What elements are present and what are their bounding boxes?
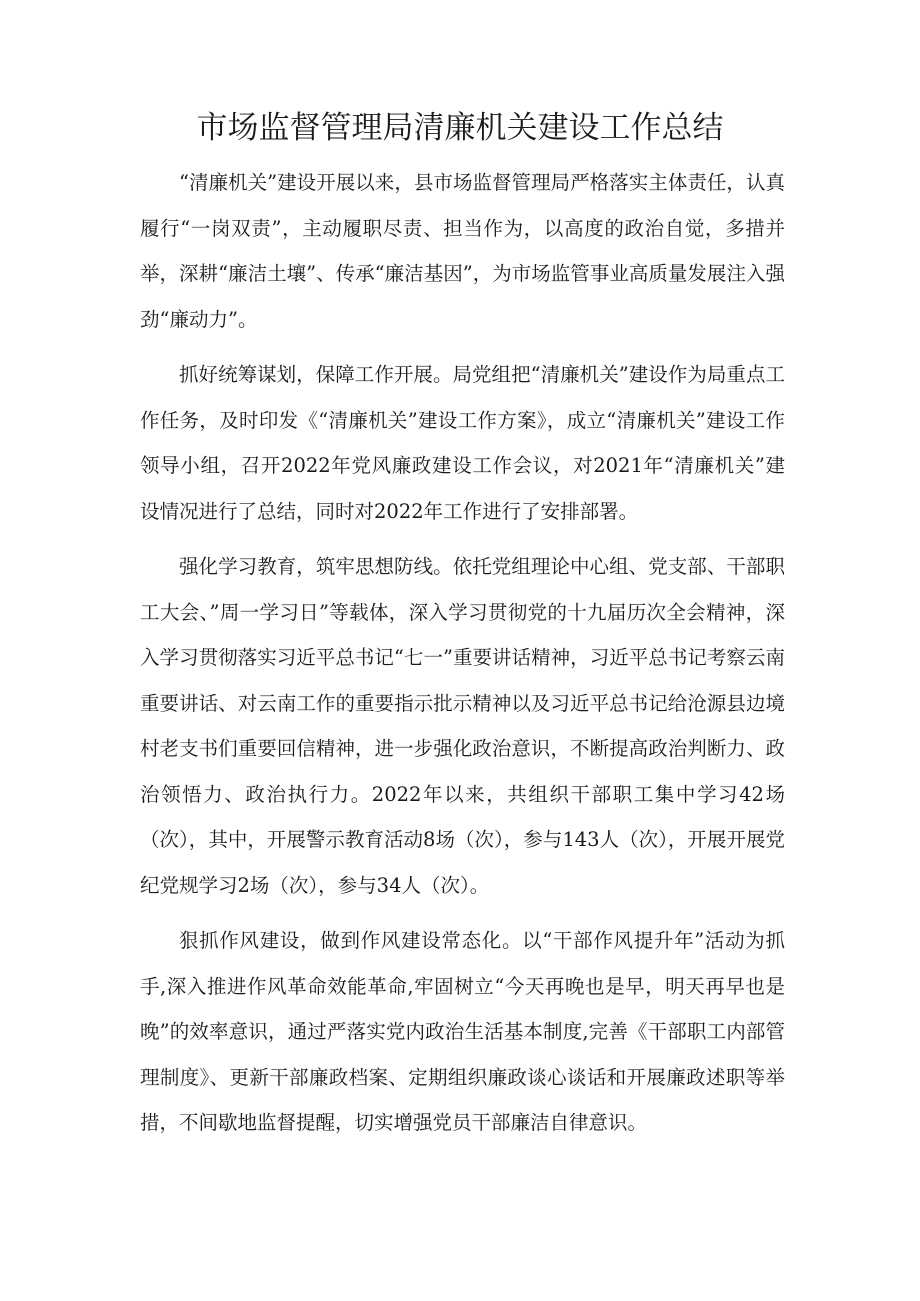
document-title: 市场监督管理局清廉机关建设工作总结: [196, 110, 724, 146]
document-body: [140, 160, 785, 1156]
paragraph-work-style: 狠抓作风建设，做到作风建设常态化。以“干部作风提升年”活动为抓手,深入推进作风革命效能革命,牢固树立“今天再晚也是早，明天再早也是晚”的效率意识，通过严落实党内政治生活基本制度,完善《干部职工内部管理制度》、更新干部廉政档案、定期组织廉政谈心谈话和开展廉政述职等举措，不间歇地监督提醒，切实增强党员干部廉洁自律意识。: [140, 929, 785, 1134]
paragraph-intro: “清廉机关”建设开展以来，县市场监督管理局严格落实主体责任，认真履行“一岗双责”，主动履职尽责、担当作为，以高度的政治自觉，多措并举，深耕“廉洁土壤”、传承“廉洁基因”，为市场监管事业高质量发展注入强劲“廉动力”。: [140, 171, 785, 331]
paragraph-education: 强化学习教育，筑牢思想防线。依托党组理论中心组、党支部、干部职工大会、”周一学习日”等载体，深入学习贯彻党的十九届历次全会精神，深入学习贯彻落实习近平总书记“七一”重要讲话精神，习近平总书记考察云南重要讲话、对云南工作的重要指示批示精神以及习近平总书记给沧源县边境村老支书们重要回信精神，进一步强化政治意识，不断提高政治判断力、政治领悟力、政治执行力。2022年以来，共组织干部职工集中学习42场（次），其中，开展警示教育活动8场（次），参与143人（次），开展开展党纪党规学习2场（次），参与34人（次）。: [140, 555, 785, 897]
paragraph-planning: 抓好统筹谋划，保障工作开展。局党组把“清廉机关”建设作为局重点工作任务，及时印发《“清廉机关”建设工作方案》，成立“清廉机关”建设工作领导小组，召开2022年党风廉政建设工作会议，对2021年“清廉机关”建设情况进行了总结，同时对2022年工作进行了安排部署。: [140, 363, 785, 523]
